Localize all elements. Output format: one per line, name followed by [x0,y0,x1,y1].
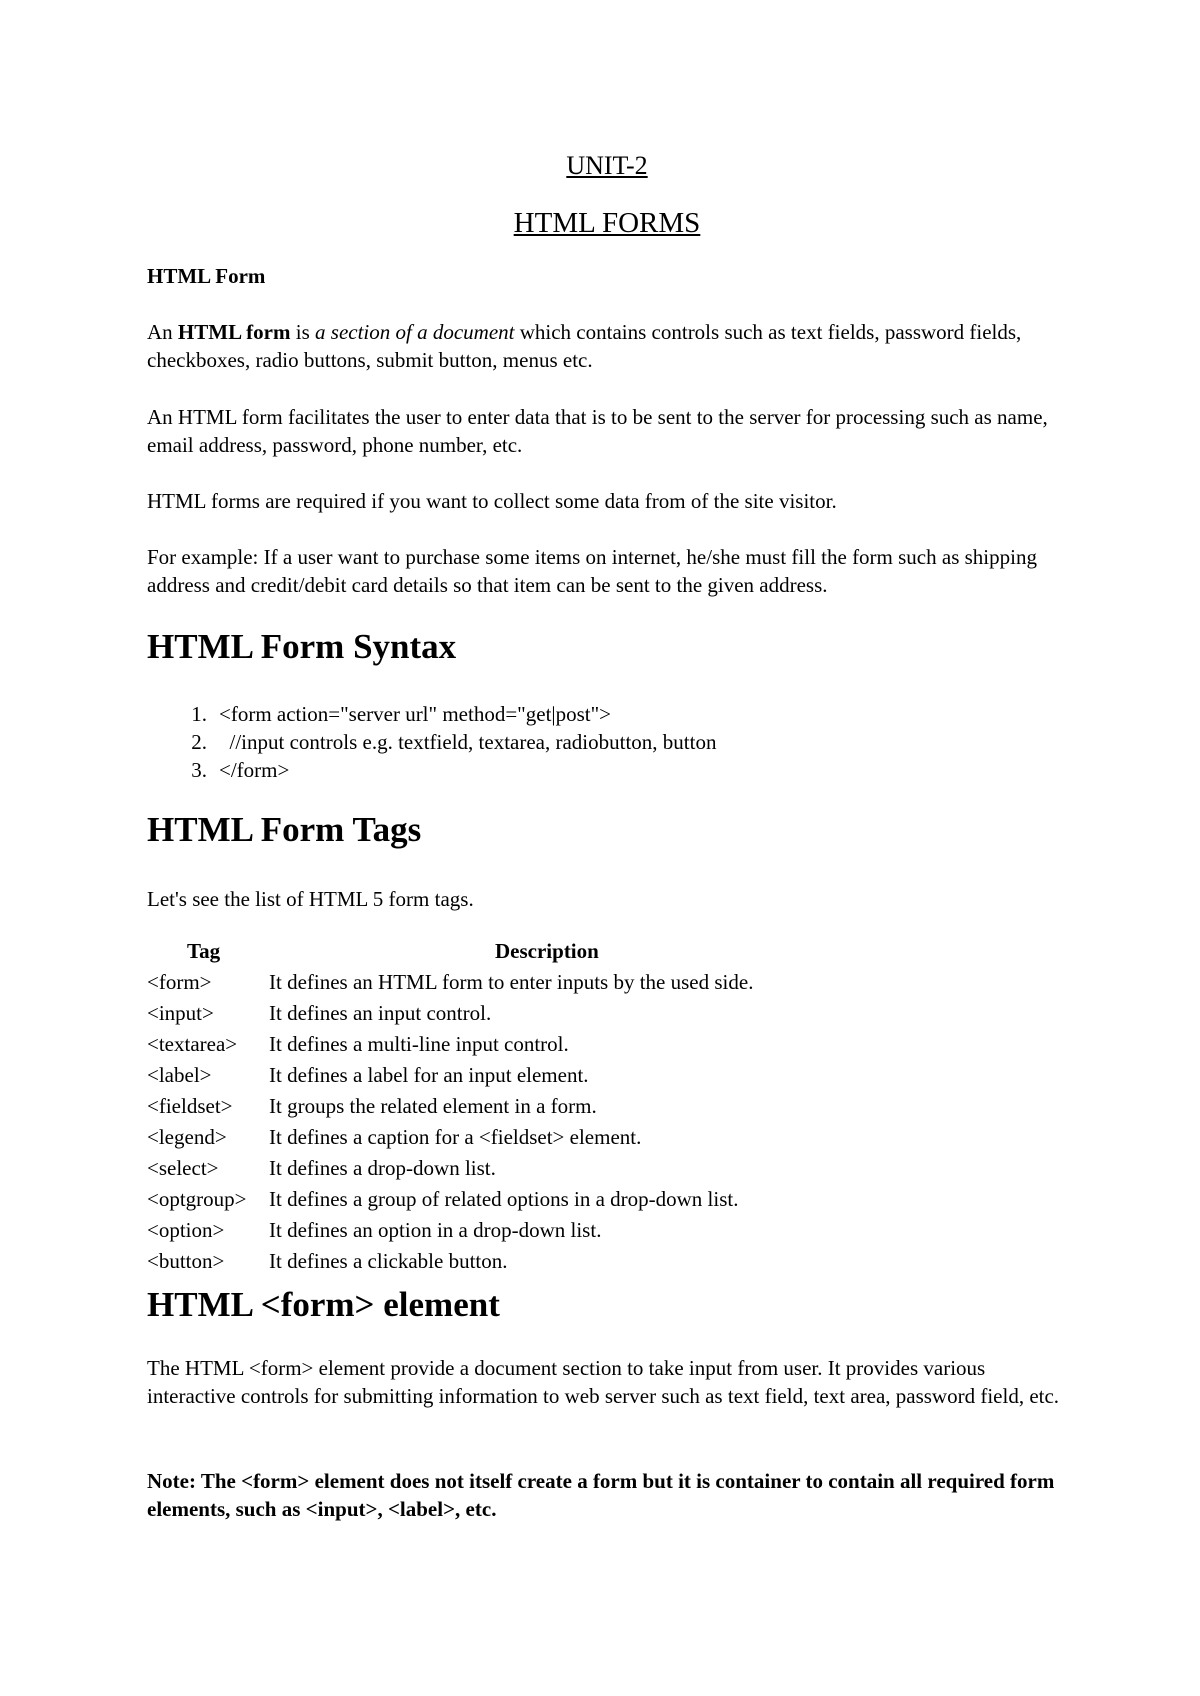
paragraph-form-element: The HTML <form> element provide a document section to take input from user. It provides various interactive controls for submitting information to web server such as text field, text area, password field, etc. [147,1356,1060,1408]
note-paragraph: Note: The <form> element does not itself create a form but it is container to contain all required form elements, such as <input>, <label>, etc. [147,1469,1055,1521]
heading-form-tags: HTML Form Tags [147,810,422,849]
term-html-form: HTML form [177,320,291,344]
paragraph-required: HTML forms are required if you want to collect some data from of the site visitor. [147,489,837,513]
column-header-tag: Tag [187,939,221,963]
paragraph-definition: An HTML form is a section of a document which contains controls such as text fields, password fields, checkboxes, radio buttons, submit button, menus etc. [147,320,1022,372]
column-header-description: Description [495,939,599,963]
paragraph-example: For example: If a user want to purchase some items on internet, he/she must fill the form such as shipping address and credit/debit card details so that item can be sent to the given address. [147,545,1037,597]
main-title: HTML FORMS [513,207,701,239]
section-subheading: HTML Form [147,264,266,288]
heading-form-syntax: HTML Form Syntax [147,627,457,666]
unit-title: UNIT-2 [566,151,648,180]
tags-intro: Let's see the list of HTML 5 form tags. [147,887,474,911]
paragraph-purpose: An HTML form facilitates the user to enter data that is to be sent to the server for processing such as name, email address, password, phone number, etc. [147,405,1048,457]
document-page: UNIT-2 HTML FORMS HTML Form An HTML form is a section of a document which contains controls such as text fields, password fields, checkboxes, radio buttons, submit button, menus etc. An HTML form facilitates the user to enter data that is to be sent to the server for processing such as name, email address, password, phone number, etc. HTML forms are required if you want to collect some data from of the site visitor. For example: If a user want to purchase some items on internet, he/she must fill the form such as shipping address and credit/debit card details so that item can be sent to the given address. HTML Form Syntax 1. <form action="server url" method="get|post"> 2. //input controls e.g. textfield, textarea, radiobutton, button 3. </form> HTML Form Tags Let's see the list of HTML 5 form tags. Tag Description <form> It defines an HTML form to enter inputs by the used side. <input> It defines an input control. <textarea> It defines a multi-line input control. <label> It defines a label for an input element. <fieldset> It groups the related element in a form. <legend> It defines a caption for a <fieldset> element. <select> It defines a drop-down list. <optgroup> It defines a group of related options in a drop-down list. <option> It defines an option in a drop-down list. <button> It defines a clickable button. HTML <form> element The HTML <form> element provide a document section to take input from user. It provides various interactive controls for submitting information to web server such as text field, text area, password field, etc. Note: The <form> element does not itself create a form but it is container to contain all required form elements, such as <input>, <label>, etc. [0,0,1200,1696]
heading-form-element: HTML <form> element [147,1285,500,1324]
term-section: a section of a document [315,320,515,344]
